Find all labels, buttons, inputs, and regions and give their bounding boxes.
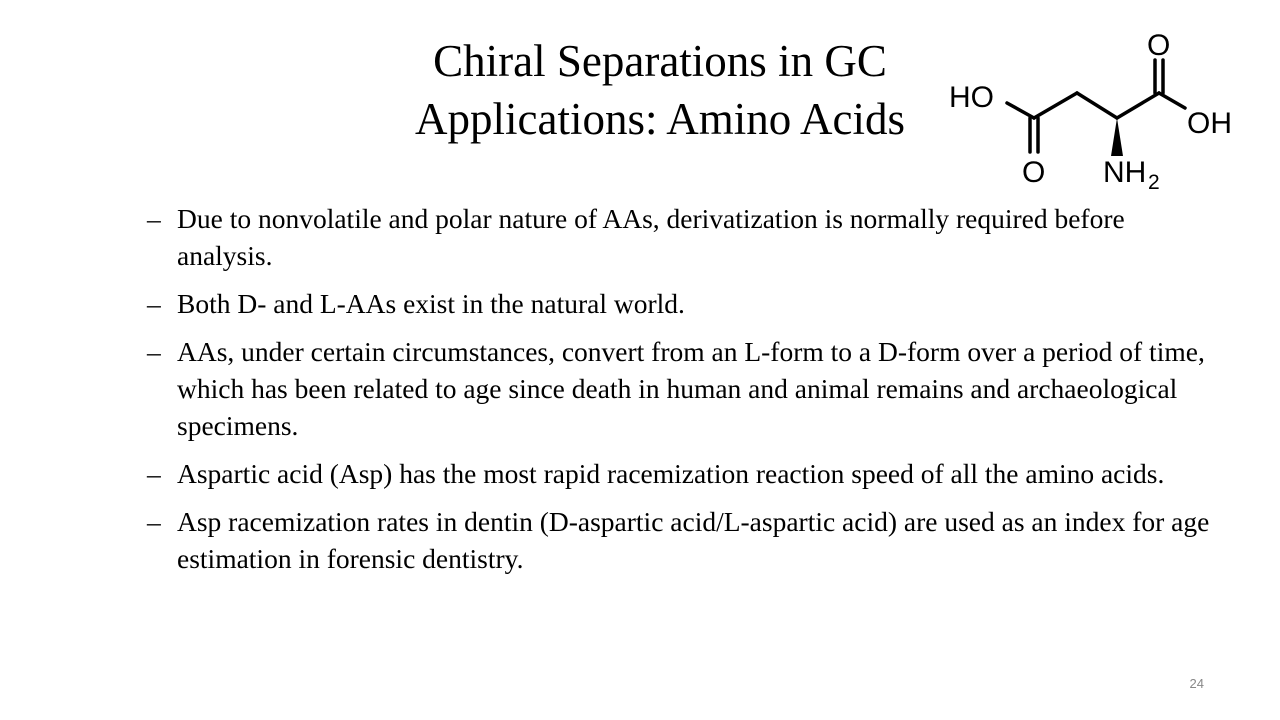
label-oh: OH [1187,107,1232,140]
bullet-text: Due to nonvolatile and polar nature of AAs, derivatization is normally required before analysis. [177,203,1125,271]
bullet-dash: – [147,336,161,367]
title-line-2: Applications: Amino Acids [415,94,905,144]
bullet-text: Asp racemization rates in dentin (D-aspartic acid/L-aspartic acid) are used as an index for age estimation in forensic dentistry. [177,506,1210,574]
slide-title [300,32,1020,148]
label-ho: HO [949,81,994,114]
bullet-text: Aspartic acid (Asp) has the most rapid racemization reaction speed of all the amino acids. [177,458,1165,489]
bullet-list [145,200,1210,588]
bullet-dash: – [147,506,161,537]
wedge-bond-c3-n [1111,118,1123,156]
bullet-dash: – [147,203,161,234]
bullet-text: AAs, under certain circumstances, convert from an L-form to a D-form over a period of time, which has been related to age since death in human and animal remains and archaeological specimens. [177,336,1205,441]
aspartic-acid-structure [940,22,1250,197]
label-o-top: O [1147,29,1171,62]
bullet-dash: – [147,458,161,489]
bullet-text: Both D- and L-AAs exist in the natural world. [177,288,685,319]
bond-c2-c3 [1077,93,1117,118]
page-number: 24 [1189,676,1204,691]
bond-c3-c4 [1117,93,1159,118]
bond-c1-c2 [1034,93,1077,118]
label-nh: NH [1103,156,1147,189]
bullet-item [145,333,1210,444]
title-line-1: Chiral Separations in GC [433,36,887,86]
bond-ho-c1 [1007,103,1034,118]
bullet-item [145,503,1210,577]
bullet-item [145,455,1210,492]
bond-c4-oh [1159,93,1185,108]
bullet-dash: – [147,288,161,319]
bullet-item [145,200,1210,274]
label-o-bottom: O [1022,156,1046,189]
bullet-item [145,285,1210,322]
label-nh-subscript: 2 [1148,171,1160,194]
